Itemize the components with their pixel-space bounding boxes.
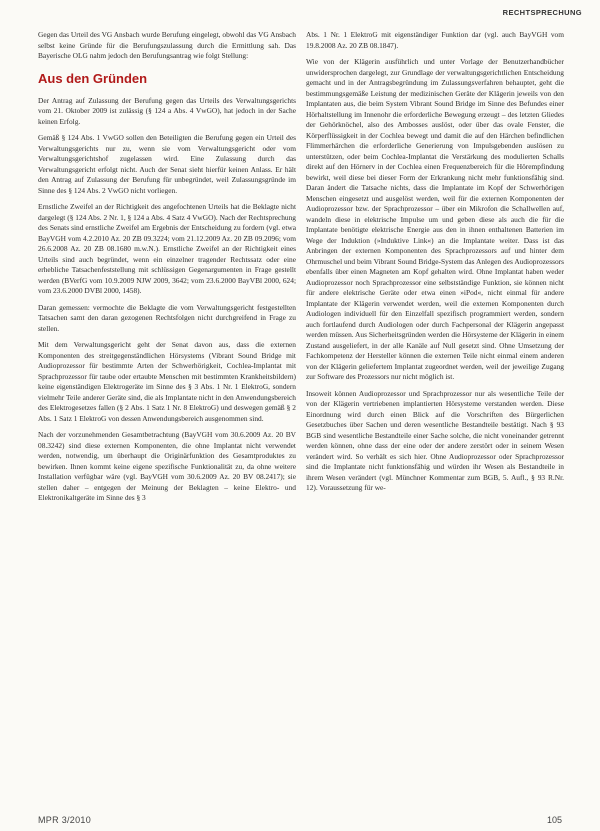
body-paragraph: Nach der vorzunehmenden Gesamtbetrachtung (BayVGH vom 30.6.2009 Az. 20 BV 08.3242) sind diese externen Komponenten, die ohne Implantat nicht verwendet werden, notwendig, um überhaupt die Originärfunktion des Gesamtproduktes zu bewirken. Ihnen kommt keine eigene spezifische Funktionalität zu, da ohne weitere Installation verfügbar wäre (vgl. BayVGH vom 30.6.2009 Az. 20 BV 08.2417); sie stellen daher – entgegen der Meinung der Beklagten – keine Elektro- und Elektronikaltgeräte im Sinne des § 3 — [38, 430, 296, 502]
body-paragraph: Abs. 1 Nr. 1 ElektroG mit eigenständiger Funktion dar (vgl. auch BayVGH vom 19.8.2008 Az. 20 ZB 08.1847). — [306, 30, 564, 50]
left-column — [38, 30, 296, 510]
intro-paragraph: Gegen das Urteil des VG Ansbach wurde Berufung eingelegt, obwohl das VG Ansbach selbst keine Gründe für die Berufungszulassung durch die Ermittlung sah. Das Bayerische OLG nahm jedoch den Berufungsantrag wie folgt Stellung: — [38, 30, 296, 60]
body-paragraph: Mit dem Verwaltungsgericht geht der Senat davon aus, dass die externen Komponenten des streitgegenständlichen Hörsystems (Vibrant Sound Bridge mit Audioprozessor für bestimmte Arten der Schwerhörigkeit, Cochlea-Implantat mit Sprachprozessor für taube oder ertaubte Menschen mit bestimmten Krankheitsbildern) keine eigenständigen Elektrogeräte im Sinne des § 3 Abs. 1 Nr. 1 ElektroG, sondern vielmehr Teile anderer Geräte sind, die als Implantate nicht in den Anwendungsbereich des Elektrogesetzes fallen (§ 2 Abs. 1 Satz 1 Nr. 8 ElektroG) und deswegen gemäß § 2 Abs. 1 Satz 1 ElektroG von dessen Anwendungsbereich ausgenommen sind. — [38, 340, 296, 423]
section-heading: Aus den Gründen — [38, 70, 148, 86]
body-paragraph: Ernstliche Zweifel an der Richtigkeit des angefochtenen Urteils hat die Beklagte nicht dargelegt (§ 124 Abs. 2 Nr. 1, § 124 a Abs. 4 Satz 4 VwGO). Nach der Rechtsprechung des Senats sind ernstliche Zweifel am Ergebnis der Entscheidung zu fordern (vgl. etwa BayVGH vom 4.2.2010 Az. 20 ZB 09.3224; vom 21.12.2009 Az. 20 ZB 09.2096; vom 26.6.2008 Az. 20 ZB 08.1680 m.w.N.). Ernstliche Zweifel an der Richtigkeit eines Urteils sind auch begründet, wenn ein einzelner tragender Rechtssatz oder eine erhebliche Tatsachenfeststellung mit schlüssigen Gegenargumenten in Frage gestellt werden (BVerfG vom 10.9.2009 NJW 2009, 3642; vom 23.6.2000 BayVBl 2000, 624; vom 23.6.2000 DVBl 2000, 1458). — [38, 202, 296, 295]
page-number: 105 — [546, 815, 562, 825]
right-column — [306, 30, 564, 500]
body-paragraph: Gemäß § 124 Abs. 1 VwGO sollen den Beteiligten die Berufung gegen ein Urteil des Verwaltungsgerichts nur zu, wenn sie vom Verwaltungsgericht oder vom Verwaltungsgerichtshof zugelassen wird. Eine Zulassung durch das Verwaltungsgericht erfolgt nicht. Auch der Senat sieht hierfür keinen Anlass. Er hält den Antrag auf Zulassung der Berufung für unbegründet, weil Zulassungsgründe im Sinne des § 124 Abs. 2 VwGO nicht vorliegen. — [38, 133, 296, 195]
body-paragraph: Daran gemessen: vermochte die Beklagte die vom Verwaltungsgericht festgestellten Tatsachen samt den daran gezogenen Rechtsfolgen nicht durchgreifend in Frage zu stellen. — [38, 302, 296, 333]
body-paragraph: Der Antrag auf Zulassung der Berufung gegen das Urteils des Verwaltungsgerichts vom 21. Oktober 2009 ist zulässig (§ 124 a Abs. 4 VwGO), hat jedoch in der Sache keinen Erfolg. — [38, 95, 296, 126]
body-paragraph: Wie von der Klägerin ausführlich und unter Vorlage der Benutzerhandbücher unwidersprochen dargelegt, zur Grundlage der verwaltungsgerichtlichen Entscheidung gemacht und in der Antragsbegründung im Zulassungsverfahren behauptet, geht die bestimmungsgemäße Leistung der medizinischen Geräte der Klägerin jeweils von den Implantaten aus, die beim System Vibrant Sound Bridge im Sinne des Befundes einer Hörhaltstellung im Innenohr die erforderliche Bewegung erzeugt – des letzten Gliedes der Gehörknöchel, also des Ambosses auslöst, oder über das ovale Fenster, die Körperflüssigkeit in der Cochlea bewegt und damit die auf den Härchen befindlichen Flimmerhärchen die erforderliche Generierung von Impulsgebenden auslösen zu unterstützen, oder beim Cochlea-Implantat die Verstärkung des modulierten Schalls direkt auf den Hörnerv in der Cochlea einen Frequenzbereich für die Hörempfindung bewirkt, weil diese bei dieser Form der Erkrankung nicht mehr funktionsfähig sind. Daran ändert die Tatsache nichts, dass die Implantate im Kopf der Schwerhörigen Menschen eingesetzt und ausgelöst werden, weil für die externen Komponenten der Audioprozessor bzw. der Sprachprozessor – über ein Mikrofon die Schallwellen auf, wandeln diese in elektrische Impulse um und geben diese als auch die für die Implantate benötigte elektrische Energie aus den in ihnen enthaltenen Batterien im Wege der Induktion (»Induktive Link«) an die Implantate weiter. Dass ist das Anbringen der externen Komponenten des Sprachprozessors auf und hinter dem Ohrmuschel und beim Vibrant Sound Bridge-System das Anlegen des Audioprozessors ebenfalls über einen Magneten am Kopf gehalten wird. Ohne Implantat haben weder Audioprozessor noch Sprachprozessor eine selbstständige Funktion, sie können nicht für andere elektrische Geräte oder etwa einen »iPod«, nicht einmal für andere Implantate der Klägerin verwendet werden, weil die externen Komponenten durch Audiologen individuell für den Einzelfall spezifisch programmiert werden, sondern auch fortlaufend durch Audiologen oder durch Fachpersonal der Klägerin angepasst werden müssen. Aus Sicherheitsgründen werden die Hörsysteme der Klägerin in einem Zustand ausgeliefert, in der alle Kanäle auf Null gesetzt sind. Ohne Umsetzung der Fachkompetenz der Hersteller können die externen Teile nicht einmal einem anderen von der Klägerin geliefertem Implantat zugeordnet werden, weil der jeweilige Zugang zur Software des Prozessors nur nicht möglich ist. — [306, 57, 564, 381]
section-header: RECHTSPRECHUNG — [502, 8, 582, 17]
journal-citation: MPR 3/2010 — [38, 815, 92, 825]
body-paragraph: Insoweit können Audioprozessor und Sprachprozessor nur als wesentliche Teile der von der Klägerin vertriebenen implantierten Hörsysteme verstanden werden. Diese Einordnung wird durch einen Blick auf die Vorschriften des Bürgerlichen Gesetzbuches über Sachen und deren wesentliche Bestandteile bestätigt. Nach § 93 BGB sind wesentliche Bestandteile einer Sache solche, die nicht voneinander getrennt werden können, ohne dass der eine oder der andere zerstört oder in seinem Wesen verändert wird. So verhält es sich hier. Ohne Audioprozessor oder Sprachprozessor sind die Implantate nicht funktionsfähig und würden ihr Wesen als Bestandteile in ihrem Wesen verändert (vgl. Münchner Kommentar zum BGB, 5. Aufl., § 93 R.Nr. 12). Voraussetzung für we- — [306, 388, 564, 492]
